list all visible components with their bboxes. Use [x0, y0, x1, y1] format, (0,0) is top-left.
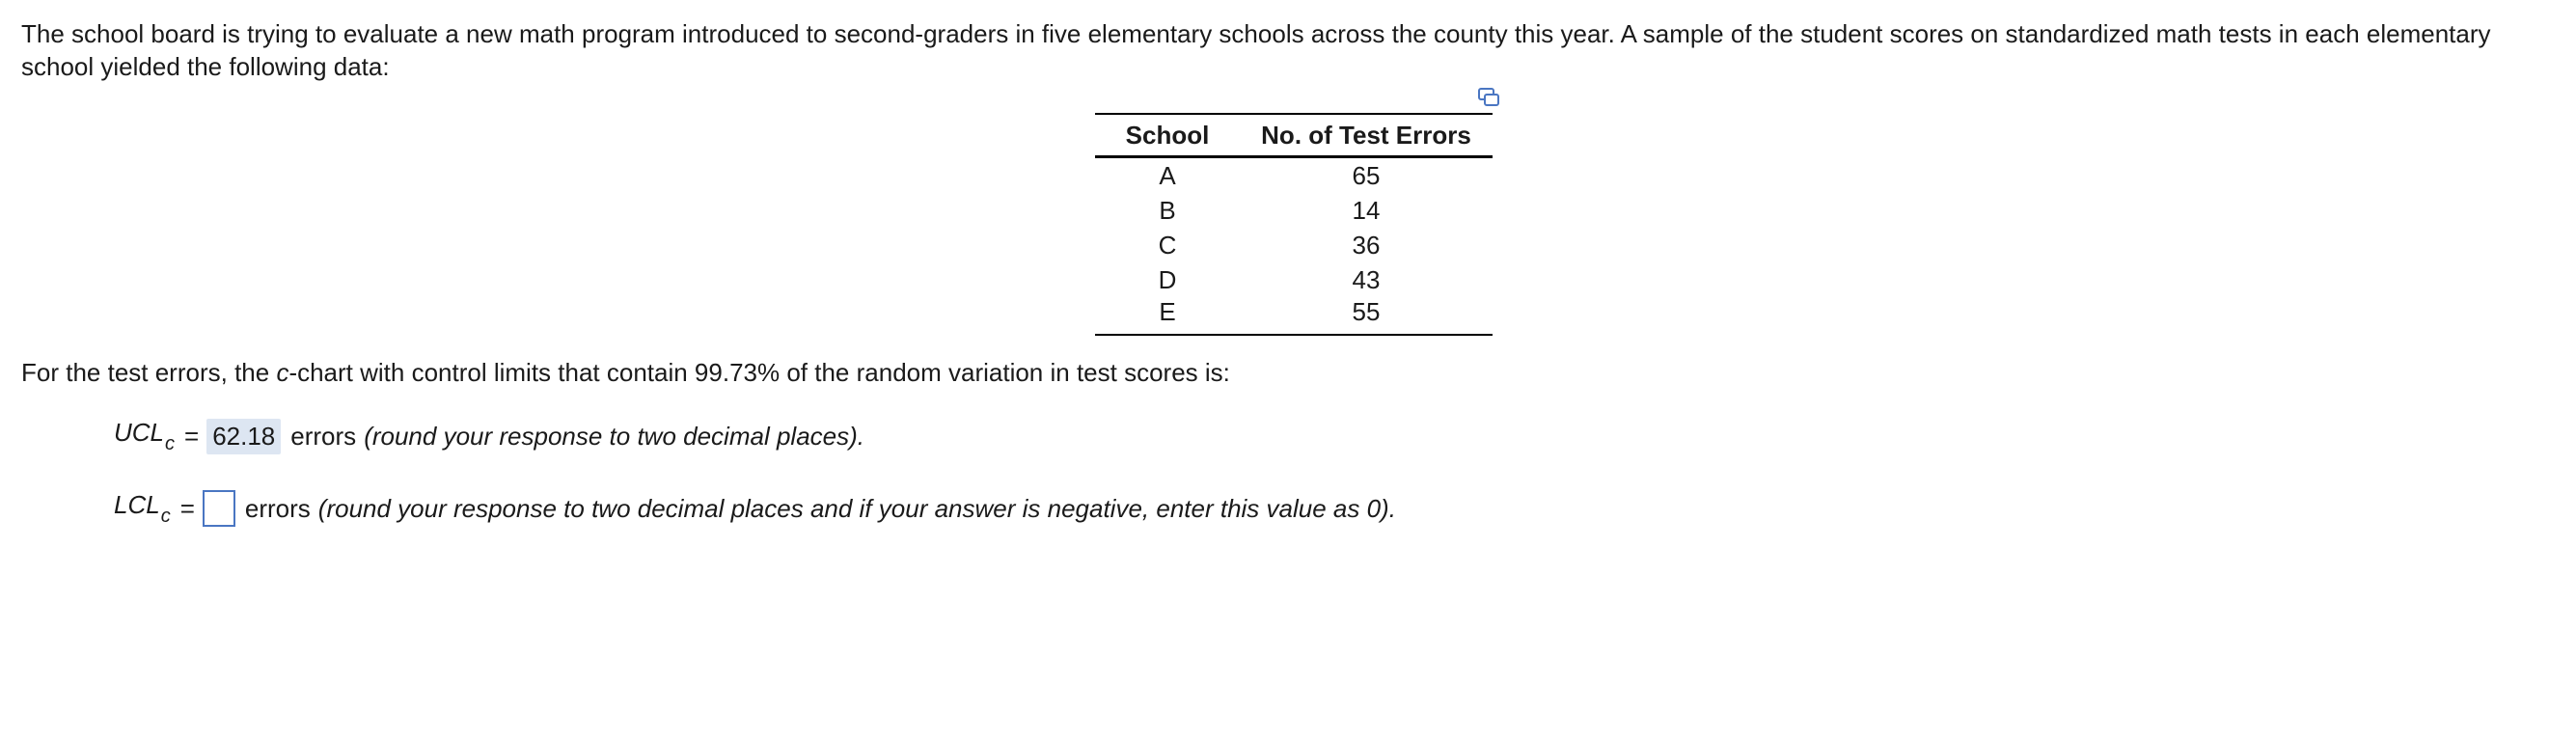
data-table [1095, 113, 1493, 336]
lcl-label-subscript: c [160, 505, 171, 527]
table-row [1095, 193, 1493, 228]
question-prompt [21, 356, 1230, 389]
errors-cell: 65 [1352, 160, 1381, 190]
table-row [1095, 297, 1493, 335]
ucl-label [114, 418, 175, 455]
table-row [1095, 262, 1493, 297]
lcl-instruction: (round your response to two decimal places and if your answer is negative, enter this value as 0). [317, 493, 1396, 523]
lcl-answer-input[interactable] [203, 490, 235, 527]
data-table-container [1095, 113, 1493, 336]
problem-intro: The school board is trying to evaluate a new math program introduced to second-graders in five elementary schools across the county this year. A sample of the student scores on standardized math tests in each elementary school yielded the following data: [21, 19, 2491, 81]
lcl-answer-line [114, 489, 1396, 528]
ucl-answer-value[interactable]: 62.18 [206, 419, 281, 454]
ucl-equals: = [184, 421, 200, 451]
column-header-errors: No. of Test Errors [1240, 114, 1493, 157]
school-cell: E [1095, 297, 1240, 335]
errors-cell: 55 [1240, 297, 1493, 335]
school-cell: D [1158, 264, 1177, 294]
school-cell: C [1158, 230, 1177, 260]
lcl-equals: = [179, 493, 195, 523]
table-row [1095, 228, 1493, 262]
lcl-label [114, 490, 171, 528]
table-row [1095, 157, 1493, 194]
table-header-row [1095, 114, 1493, 157]
ucl-instruction: (round your response to two decimal places). [364, 421, 864, 451]
ucl-label-text: UCL [114, 417, 165, 447]
prompt-text-before: For the test errors, the [21, 358, 277, 387]
errors-cell: 43 [1352, 264, 1381, 294]
school-cell: A [1159, 160, 1176, 190]
lcl-unit: errors [244, 493, 311, 523]
ucl-label-subscript: c [165, 432, 176, 454]
errors-cell: 14 [1352, 195, 1381, 225]
errors-cell: 36 [1352, 230, 1381, 260]
school-cell: B [1159, 195, 1176, 225]
column-header-school: School [1095, 114, 1240, 157]
ucl-answer-line [114, 417, 864, 455]
copy-table-icon[interactable] [1476, 87, 1501, 108]
prompt-c-italic: c [276, 358, 289, 387]
prompt-text-after: -chart with control limits that contain 99.73% of the random variation in test scores is: [288, 358, 1230, 387]
ucl-unit: errors [290, 421, 357, 451]
lcl-label-text: LCL [114, 489, 160, 519]
